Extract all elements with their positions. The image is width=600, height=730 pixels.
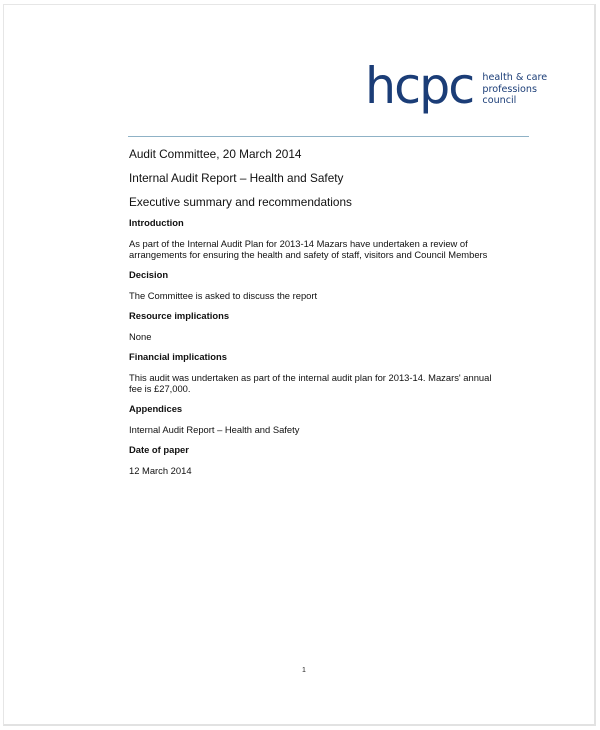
section-body [129, 424, 529, 435]
section-financial-implications [129, 351, 529, 394]
logo-line: health & care [482, 72, 548, 84]
report-subtitle: Executive summary and recommendations [129, 195, 352, 209]
body-line: This audit was undertaken as part of the internal audit plan for 2013-14. Mazars' annual [129, 372, 492, 383]
section-body [129, 290, 529, 301]
logo-line: council [482, 95, 517, 107]
section-body [129, 372, 529, 394]
body-line: Internal Audit Report – Health and Safety [129, 424, 300, 435]
body-line: The Committee is asked to discuss the report [129, 290, 318, 301]
header-divider [128, 136, 529, 137]
section-heading: Resource implications [129, 310, 230, 321]
section-heading: Introduction [129, 217, 184, 228]
hcpc-logo [365, 57, 548, 115]
section-resource-implications [129, 310, 529, 342]
section-heading: Appendices [129, 403, 183, 414]
section-heading: Financial implications [129, 351, 227, 362]
section-heading: Date of paper [129, 444, 189, 455]
logo-mark: hcpc [365, 57, 474, 115]
section-appendices [129, 403, 529, 435]
body-line: As part of the Internal Audit Plan for 2013-14 Mazars have undertaken a review of [129, 238, 468, 249]
section-body [129, 331, 529, 342]
body-line: fee is £27,000. [129, 383, 191, 394]
body-line: arrangements for ensuring the health and safety of staff, visitors and Council Members [129, 249, 488, 260]
page-number: 1 [302, 667, 306, 674]
section-date-of-paper [129, 444, 529, 476]
section-body [129, 465, 529, 476]
section-decision [129, 269, 529, 301]
body-line: None [129, 331, 152, 342]
logo-line: professions [482, 83, 538, 95]
logo-organization-name [482, 72, 547, 107]
section-heading: Decision [129, 269, 169, 280]
section-introduction [129, 217, 529, 260]
report-title: Internal Audit Report – Health and Safety [129, 171, 344, 185]
document-page [3, 4, 596, 726]
meeting-title: Audit Committee, 20 March 2014 [129, 147, 302, 161]
body-line: 12 March 2014 [129, 465, 192, 476]
section-body [129, 238, 529, 260]
document-content [129, 147, 529, 485]
